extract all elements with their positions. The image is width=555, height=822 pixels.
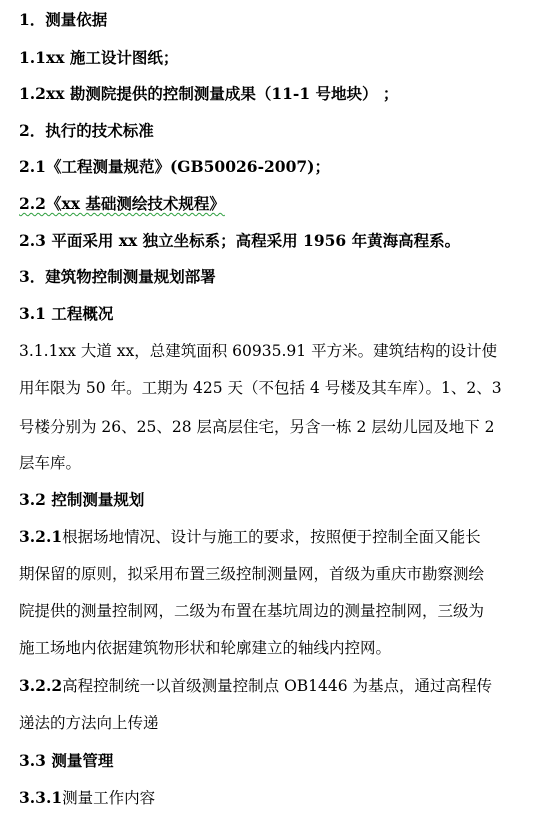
heading-3-3: 3.3 测量管理 [19, 751, 114, 770]
item-2-2-text: 2.2《xx 基础测绘技术规程》 [19, 194, 225, 213]
paragraph-3-2-1-line-4: 施工场地内依据建筑物形状和轮廓建立的轴线内控网。 [19, 639, 392, 657]
item-2-2 [19, 194, 225, 214]
item-number: 3.3.1 [19, 788, 63, 807]
item-3-3-1 [19, 788, 155, 808]
paragraph-3-2-1-line-3: 院提供的测量控制网，二级为布置在基坑周边的测量控制网，三级为 [19, 602, 485, 620]
heading-1: 1．测量依据 [19, 10, 108, 29]
item-1-1: 1.1xx 施工设计图纸； [19, 48, 179, 67]
heading-3-1: 3.1 工程概况 [19, 304, 114, 323]
heading-2: 2．执行的技术标准 [19, 121, 154, 140]
item-text: 高程控制统一以首级测量控制点 OB1446 为基点，通过高程传 [62, 677, 493, 695]
paragraph-3-2-2-line-1 [19, 676, 492, 696]
paragraph-3-1-1-line-4: 层车库。 [19, 454, 82, 472]
paragraph-3-1-1-line-1: 3.1.1xx 大道 xx，总建筑面积 60935.91 平方米。建筑结构的设计使 [19, 342, 498, 360]
item-1-2: 1.2xx 勘测院提供的控制测量成果（11-1 号地块） ； [19, 84, 399, 103]
paragraph-3-1-1-line-2: 用年限为 50 年。工期为 425 天（不包括 4 号楼及其车库）。1、2、3 [19, 379, 502, 397]
paragraph-3-2-1-line-1 [19, 527, 481, 547]
paragraph-3-2-1-line-2: 期保留的原则，拟采用布置三级控制测量网，首级为重庆市勘察测绘 [19, 565, 485, 583]
item-text: 根据场地情况、设计与施工的要求，按照便于控制全面又能长 [62, 528, 481, 546]
paragraph-3-1-1-line-3: 号楼分别为 26、25、28 层高层住宅，另含一栋 2 层幼儿园及地下 2 [19, 418, 495, 436]
paragraph-3-2-2-line-2: 递法的方法向上传递 [19, 714, 159, 732]
item-2-1: 2.1《工程测量规范》(GB50026-2007)； [19, 157, 330, 176]
item-number: 3.2.1 [19, 527, 63, 546]
heading-3: 3．建筑物控制测量规划部署 [19, 267, 216, 286]
heading-3-2: 3.2 控制测量规划 [19, 490, 145, 509]
item-2-3: 2.3 平面采用 xx 独立坐标系；高程采用 1956 年黄海高程系。 [19, 231, 461, 250]
item-number: 3.2.2 [19, 676, 63, 695]
item-text: 测量工作内容 [62, 789, 156, 807]
